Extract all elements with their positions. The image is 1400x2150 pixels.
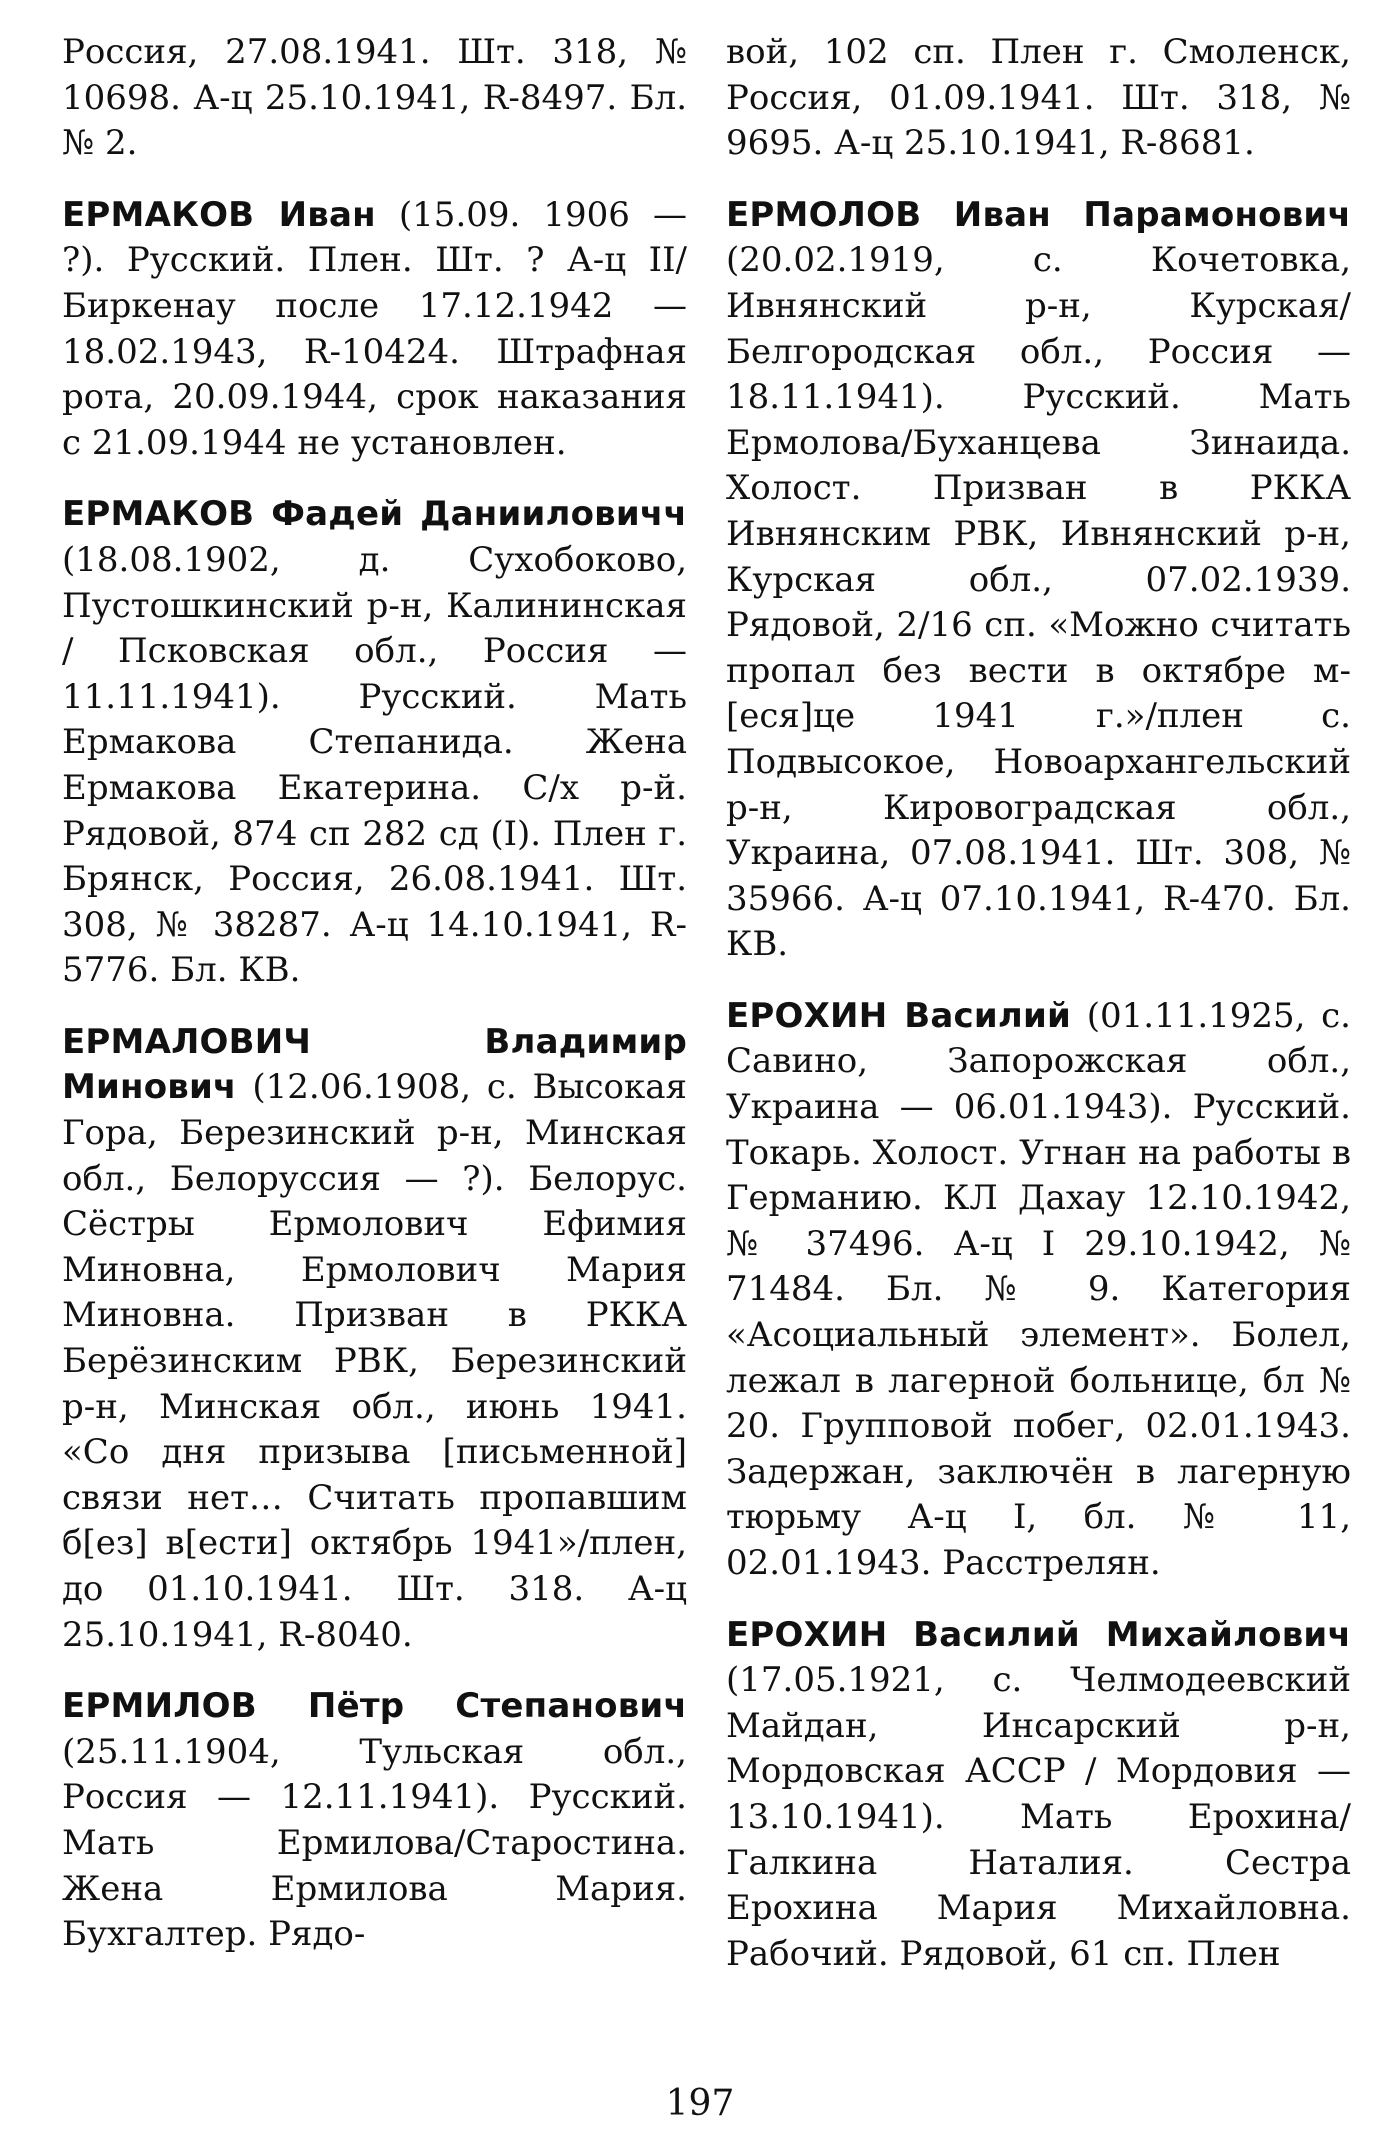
page-number: 197 [665, 2083, 735, 2124]
entry-text: (12.06.1908, с. Высокая Гора, Березинский р-н, Минская обл., Белоруссия — ?). Белорус. Сёстры Ермолович Ефимия Миновна, Ермолович Мария Миновна. Призван в РККА Берёзинским РВК, Березинский р-н, Минская обл., июнь 1941. «Со дня призыва [письменной] связи нет… Считать пропавшим б[ез] в[ести] октябрь 1941»/плен, до 01.10.1941. Шт. 318. А-ц 25.10.1941, R-8040. [62, 1067, 687, 1655]
entry-text: вой, 102 сп. Плен г. Смоленск, Россия, 01.09.1941. Шт. 318, № 9695. А-ц 25.10.1941, R-8681. [726, 32, 1351, 164]
entry-ermakov-fadey [62, 492, 687, 994]
entry-erokhin-vasiliy [726, 994, 1351, 1587]
entry-ermakov-ivan [62, 193, 687, 467]
entry-name: ЕРМАЛОВИЧ Владимир Минович [62, 1021, 687, 1108]
entry-name: ЕРМАКОВ Иван [62, 194, 376, 235]
left-column [62, 30, 687, 1984]
entry-text: (20.02.1919, с. Кочетовка, Ивнянский р-н, Курская/Белгородская обл., Россия — 18.11.1941). Русский. Мать Ермолова/Буханцева Зинаида. Холост. Призван в РККА Ивнянским РВК, Ивнянский р-н, Курская обл., 07.02.1939. Рядовой, 2/16 сп. «Можно считать пропал без вести в октябре м-[еся]це 1941 г.»/плен с. Подвысокое, Новоархангельский р-н, Кировоградская обл., Украина, 07.08.1941. Шт. 308, № 35966. А-ц 07.10.1941, R-470. Бл. КВ. [726, 240, 1351, 965]
entry-text: (01.11.1925, с. Савино, Запорожская обл., Украина — 06.01.1943). Русский. Токарь. Холост. Угнан на работы в Германию. КЛ Дахау 12.10.1942, № 37496. А-ц I 29.10.1942, № 71484. Бл. № 9. Категория «Асоциальный элемент». Болел, лежал в лагерной больнице, бл № 20. Групповой побег, 02.01.1943. Задержан, заключён в лагерную тюрьму А-ц I, бл. № 11, 02.01.1943. Расстрелян. [726, 995, 1351, 1583]
entry-text: (17.05.1921, с. Челмодеевский Майдан, Инсарский р-н, Мордовская АССР / Мордовия — 13.10.1941). Мать Ерохина/Галкина Наталия. Сестра Ерохина Мария Михайловна. Рабочий. Рядовой, 61 сп. Плен [726, 1660, 1351, 1974]
entry-ermalovich-vladimir [62, 1020, 687, 1658]
right-column [726, 30, 1351, 2003]
entry-continuation-left [62, 30, 687, 167]
entry-ermilov-petr [62, 1684, 687, 1958]
entry-text: (18.08.1902, д. Сухобоково, Пустошкинский р-н, Калининская / Псковская обл., Россия — 11.11.1941). Русский. Мать Ермакова Степанида. Жена Ермакова Екатерина. С/х р-й. Рядовой, 874 сп 282 сд (I). Плен г. Брянск, Россия, 26.08.1941. Шт. 308, № 38287. А-ц 14.10.1941, R-5776. Бл. КВ. [62, 539, 687, 991]
entry-name: ЕРОХИН Василий [726, 995, 1072, 1036]
entry-continuation-right [726, 30, 1351, 167]
entry-ermolov-ivan [726, 193, 1351, 968]
entry-text: (15.09. 1906 — ?). Русский. Плен. Шт. ? А-ц II/Биркенау после 17.12.1942 — 18.02.1943, R-10424. Штрафная рота, 20.09.1944, срок наказания с 21.09.1944 не установлен. [62, 194, 688, 463]
entry-name: ЕРМОЛОВ Иван Парамонович [726, 194, 1351, 235]
entry-name: ЕРМИЛОВ Пётр Степанович [62, 1686, 687, 1727]
entry-text: (25.11.1904, Тульская обл., Россия — 12.11.1941). Русский. Мать Ермилова/Старостина. Жена Ермилова Мария. Бухгалтер. Рядо- [62, 1731, 687, 1955]
entry-name: ЕРМАКОВ Фадей Данииловичч [62, 494, 687, 535]
entry-erokhin-vasiliy-mikhaylovich [726, 1613, 1351, 1978]
entry-name: ЕРОХИН Василий Михайлович [726, 1614, 1351, 1655]
entry-text: Россия, 27.08.1941. Шт. 318, № 10698. А-ц 25.10.1941, R-8497. Бл. № 2. [62, 32, 687, 164]
